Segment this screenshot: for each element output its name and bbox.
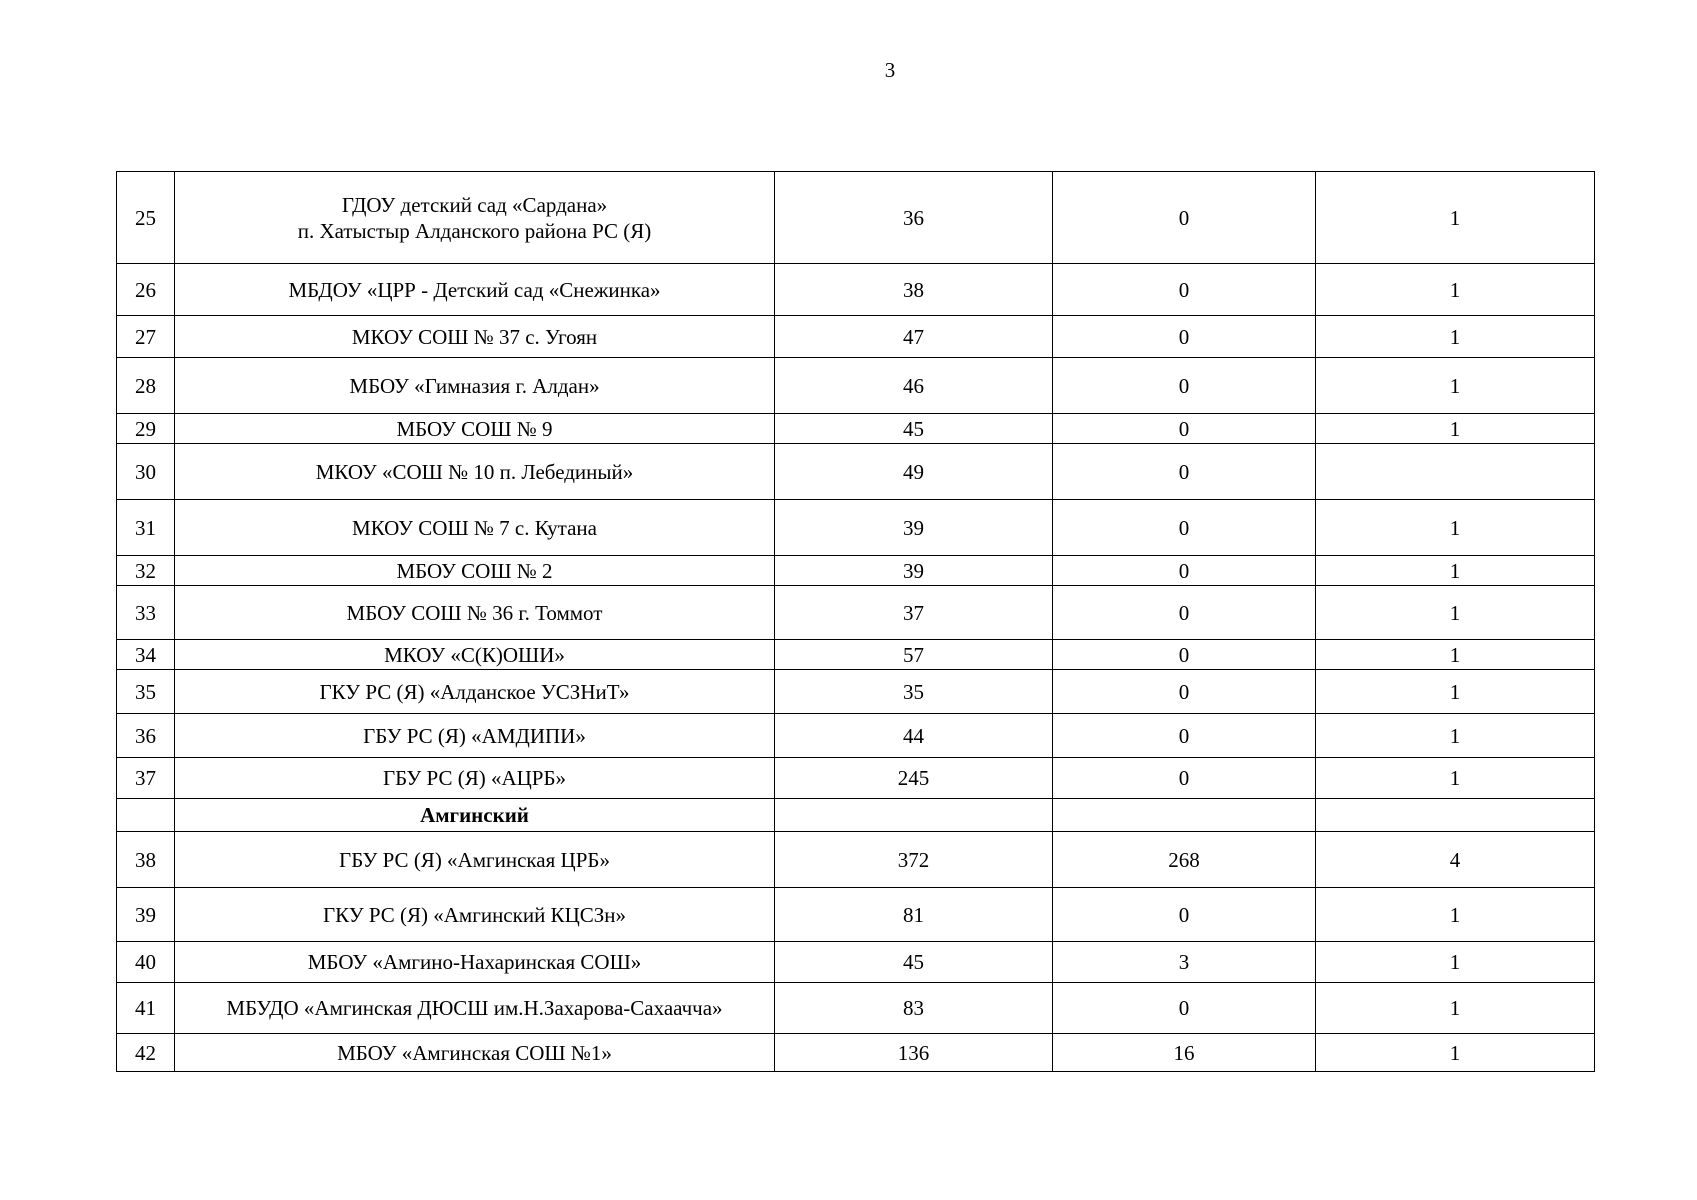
value-cell-col3: 35 <box>775 670 1053 714</box>
organization-name-cell <box>175 942 775 983</box>
value-cell-col4: 0 <box>1053 714 1316 758</box>
value-cell-col5: 1 <box>1316 414 1595 444</box>
organization-name-cell <box>175 758 775 799</box>
value-cell-col3: 49 <box>775 444 1053 500</box>
value-cell-col3: 136 <box>775 1034 1053 1072</box>
row-number-cell: 36 <box>117 714 175 758</box>
table-row <box>117 670 1595 714</box>
row-number-cell: 39 <box>117 888 175 942</box>
organization-name-cell <box>175 832 775 888</box>
value-cell-col3: 39 <box>775 500 1053 556</box>
data-table <box>116 171 1595 1072</box>
table-row <box>117 714 1595 758</box>
row-number-cell: 32 <box>117 556 175 586</box>
table-row <box>117 832 1595 888</box>
value-cell-col3: 372 <box>775 832 1053 888</box>
page-number: 3 <box>884 58 896 82</box>
value-cell-col3: 38 <box>775 264 1053 316</box>
table-row <box>117 316 1595 358</box>
value-cell-col3: 57 <box>775 640 1053 670</box>
table-row <box>117 444 1595 500</box>
organization-name-cell <box>175 316 775 358</box>
value-cell-col4: 3 <box>1053 942 1316 983</box>
value-cell-col5: 1 <box>1316 670 1595 714</box>
table-row <box>117 640 1595 670</box>
row-number-cell: 26 <box>117 264 175 316</box>
value-cell-col4: 0 <box>1053 500 1316 556</box>
value-cell-col4: 0 <box>1053 316 1316 358</box>
organization-name-line: ГБУ РС (Я) «АЦРБ» <box>382 766 567 790</box>
value-cell-col5: 1 <box>1316 758 1595 799</box>
value-cell-col3: 37 <box>775 586 1053 640</box>
table-row <box>117 358 1595 414</box>
value-cell-col3: 47 <box>775 316 1053 358</box>
organization-name-cell <box>175 172 775 264</box>
value-cell-col3: 39 <box>775 556 1053 586</box>
section-row <box>117 799 1595 832</box>
value-cell-col4: 0 <box>1053 556 1316 586</box>
organization-name-line: ГДОУ детский сад «Сардана» <box>341 192 608 217</box>
organization-name-cell <box>175 670 775 714</box>
row-number-cell: 42 <box>117 1034 175 1072</box>
value-cell-col4: 0 <box>1053 586 1316 640</box>
value-cell-col4: 0 <box>1053 264 1316 316</box>
table-row <box>117 264 1595 316</box>
organization-name-cell <box>175 1034 775 1072</box>
value-cell-col4: 268 <box>1053 832 1316 888</box>
organization-name-cell <box>175 414 775 444</box>
value-cell-col5: 1 <box>1316 714 1595 758</box>
value-cell-col3 <box>775 799 1053 832</box>
table-row <box>117 983 1595 1034</box>
organization-name-line: МБУДО «Амгинская ДЮСШ им.Н.Захарова-Сахаачча» <box>226 996 723 1020</box>
value-cell-col5: 4 <box>1316 832 1595 888</box>
organization-name-cell <box>175 264 775 316</box>
table-row <box>117 758 1595 799</box>
organization-name-line: МБОУ «Гимназия г. Алдан» <box>349 373 600 398</box>
organization-name-cell <box>175 358 775 414</box>
organization-name-cell <box>175 586 775 640</box>
organization-name-cell <box>175 444 775 500</box>
value-cell-col3: 45 <box>775 414 1053 444</box>
row-number-cell: 35 <box>117 670 175 714</box>
value-cell-col4 <box>1053 799 1316 832</box>
row-number-cell: 31 <box>117 500 175 556</box>
organization-name-cell <box>175 714 775 758</box>
value-cell-col3: 45 <box>775 942 1053 983</box>
value-cell-col5: 1 <box>1316 264 1595 316</box>
value-cell-col3: 44 <box>775 714 1053 758</box>
value-cell-col3: 46 <box>775 358 1053 414</box>
value-cell-col5: 1 <box>1316 500 1595 556</box>
organization-name-line: МБДОУ «ЦРР - Детский сад «Снежинка» <box>288 277 661 302</box>
row-number-cell <box>117 799 175 832</box>
value-cell-col4: 0 <box>1053 358 1316 414</box>
organization-name-line: МБОУ «Амгино-Нахаринская СОШ» <box>307 950 642 974</box>
value-cell-col5 <box>1316 799 1595 832</box>
value-cell-col3: 36 <box>775 172 1053 264</box>
value-cell-col4: 16 <box>1053 1034 1316 1072</box>
table-row <box>117 888 1595 942</box>
organization-name-cell <box>175 500 775 556</box>
row-number-cell: 33 <box>117 586 175 640</box>
organization-name-line: ГКУ РС (Я) «Алданское УСЗНиТ» <box>319 679 630 704</box>
table-row <box>117 942 1595 983</box>
value-cell-col5: 1 <box>1316 358 1595 414</box>
value-cell-col4: 0 <box>1053 172 1316 264</box>
value-cell-col3: 83 <box>775 983 1053 1034</box>
value-cell-col5: 1 <box>1316 586 1595 640</box>
value-cell-col4: 0 <box>1053 414 1316 444</box>
organization-name-cell <box>175 556 775 586</box>
row-number-cell: 40 <box>117 942 175 983</box>
value-cell-col5: 1 <box>1316 640 1595 670</box>
value-cell-col3: 81 <box>775 888 1053 942</box>
value-cell-col4: 0 <box>1053 670 1316 714</box>
organization-name-line: ГБУ РС (Я) «АМДИПИ» <box>363 723 586 748</box>
row-number-cell: 28 <box>117 358 175 414</box>
value-cell-col5: 1 <box>1316 983 1595 1034</box>
value-cell-col4: 0 <box>1053 888 1316 942</box>
organization-name-line: п. Хатыстыр Алданского района РС (Я) <box>297 218 652 243</box>
organization-name-line: ГКУ РС (Я) «Амгинский КЦСЗн» <box>322 902 626 927</box>
value-cell-col5: 1 <box>1316 1034 1595 1072</box>
table-row <box>117 586 1595 640</box>
row-number-cell: 25 <box>117 172 175 264</box>
row-number-cell: 30 <box>117 444 175 500</box>
table-row <box>117 1034 1595 1072</box>
organization-name-line: МКОУ СОШ № 7 с. Кутана <box>352 515 597 540</box>
value-cell-col5: 1 <box>1316 942 1595 983</box>
row-number-cell: 37 <box>117 758 175 799</box>
row-number-cell: 34 <box>117 640 175 670</box>
organization-name-cell <box>175 983 775 1034</box>
table-row <box>117 414 1595 444</box>
row-number-cell: 29 <box>117 414 175 444</box>
value-cell-col5: 1 <box>1316 172 1595 264</box>
organization-name-line: ГБУ РС (Я) «Амгинская ЦРБ» <box>339 847 610 872</box>
organization-name-line: МКОУ «СОШ № 10 п. Лебединый» <box>315 459 634 484</box>
organization-name-line: МКОУ СОШ № 37 с. Угоян <box>351 324 598 349</box>
organization-name-line: МБОУ СОШ № 9 <box>396 416 553 441</box>
row-number-cell: 38 <box>117 832 175 888</box>
table-row <box>117 556 1595 586</box>
value-cell-col5: 1 <box>1316 888 1595 942</box>
value-cell-col5: 1 <box>1316 316 1595 358</box>
organization-name-line: МБОУ СОШ № 36 г. Томмот <box>346 600 603 625</box>
row-number-cell: 41 <box>117 983 175 1034</box>
value-cell-col4: 0 <box>1053 983 1316 1034</box>
organization-name-cell <box>175 888 775 942</box>
value-cell-col4: 0 <box>1053 444 1316 500</box>
table-row <box>117 172 1595 264</box>
organization-name-line: МКОУ «С(К)ОШИ» <box>384 642 565 667</box>
organization-name-cell <box>175 799 775 832</box>
table-row <box>117 500 1595 556</box>
row-number-cell: 27 <box>117 316 175 358</box>
organization-name-cell <box>175 640 775 670</box>
value-cell-col4: 0 <box>1053 758 1316 799</box>
value-cell-col5 <box>1316 444 1595 500</box>
organization-name-line: МБОУ «Амгинская СОШ №1» <box>337 1040 612 1065</box>
organization-name-line: Амгинский <box>420 803 529 827</box>
organization-name-line: МБОУ СОШ № 2 <box>396 558 553 583</box>
value-cell-col3: 245 <box>775 758 1053 799</box>
value-cell-col4: 0 <box>1053 640 1316 670</box>
value-cell-col5: 1 <box>1316 556 1595 586</box>
